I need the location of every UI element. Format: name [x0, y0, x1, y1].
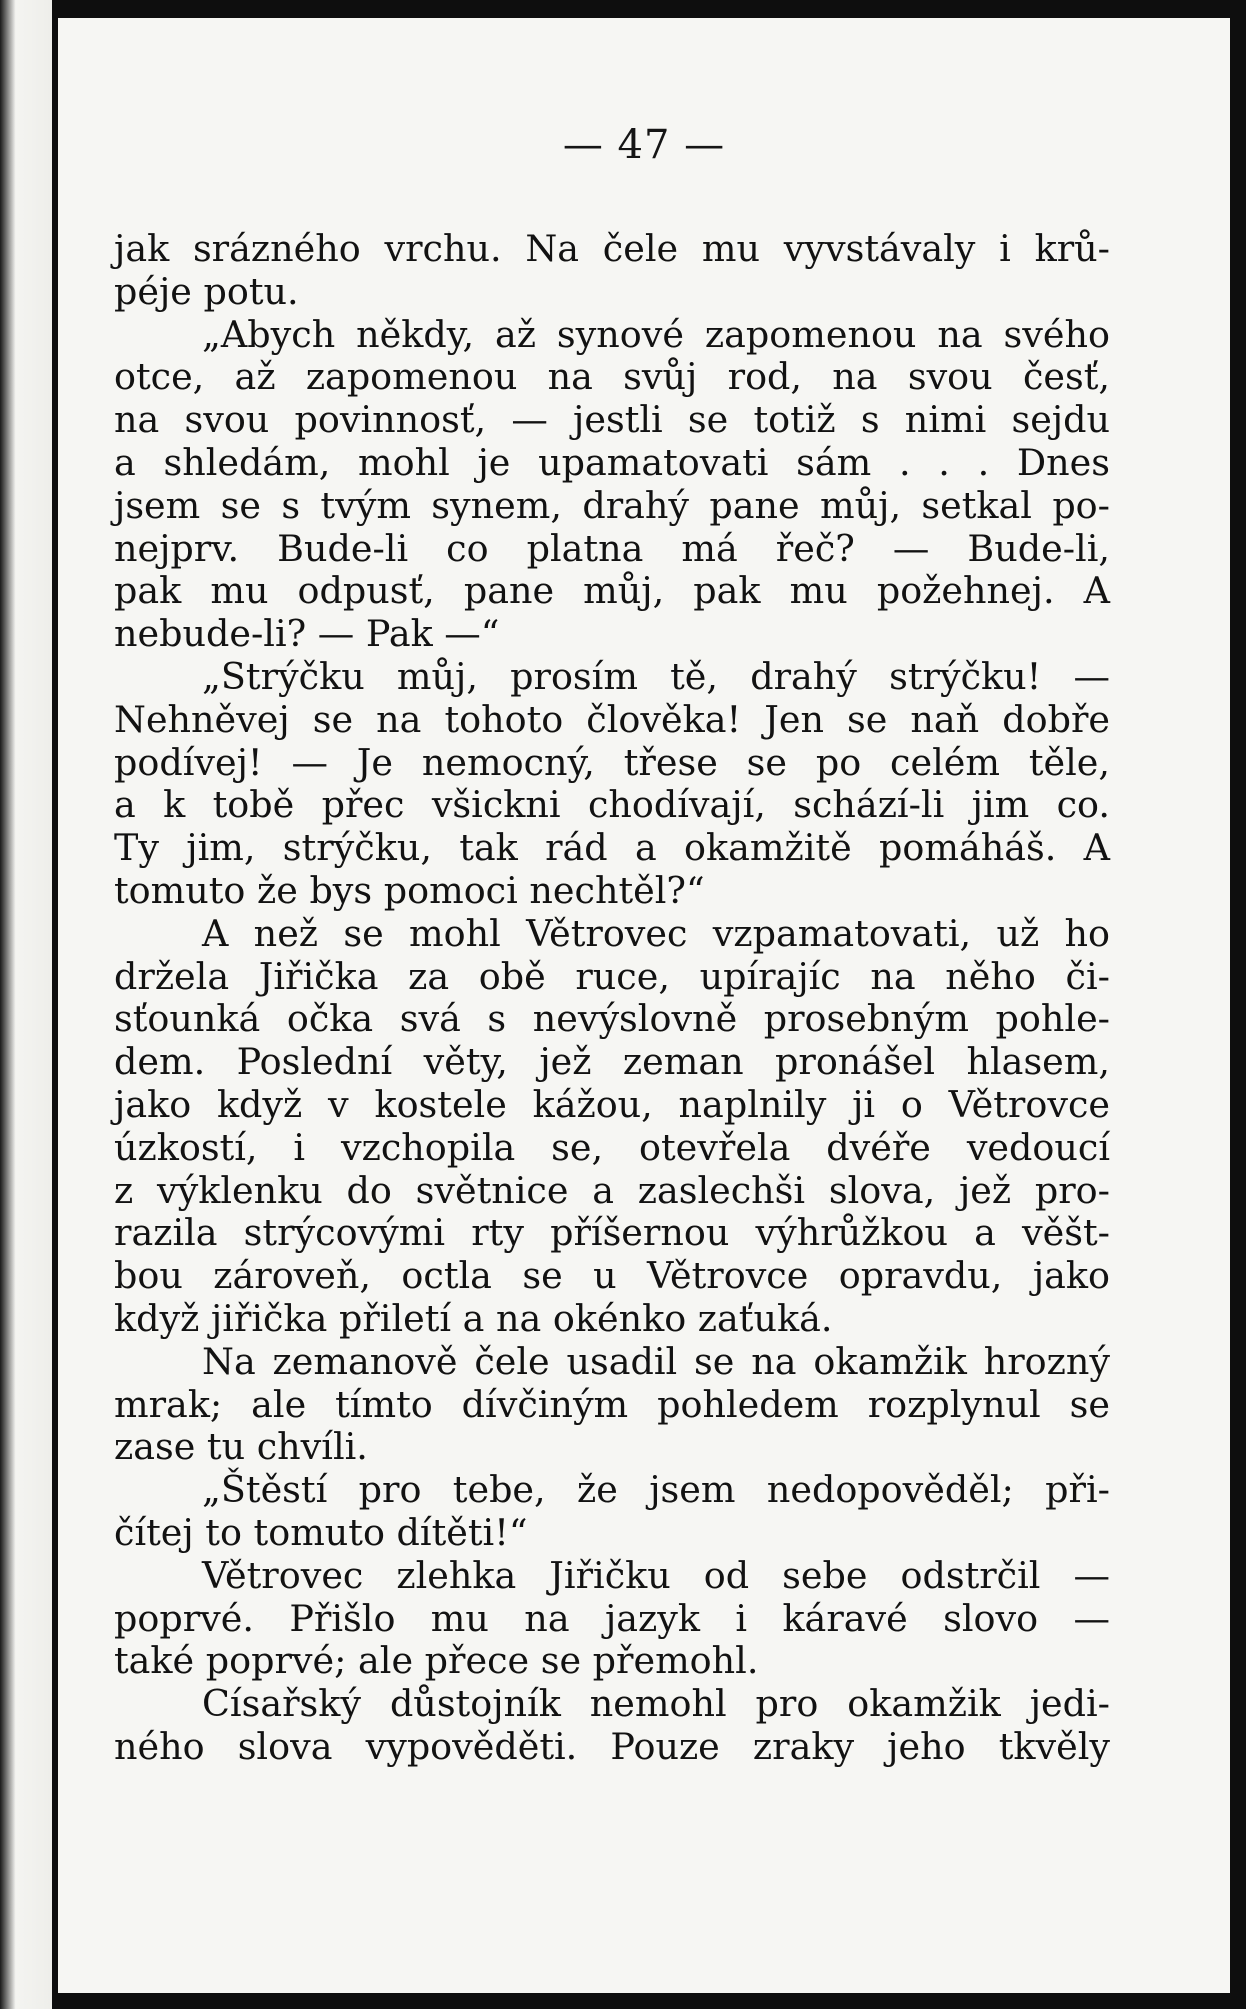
- text-line: úzkostí, i vzchopila se, otevřela dvéře vedoucí: [114, 1125, 1110, 1169]
- text-line: z výklenku do světnice a zaslechši slova, jež pro-: [114, 1168, 1110, 1212]
- text-line: péje potu.: [114, 269, 299, 313]
- text-line: bou zároveň, octla se u Větrovce opravdu, jako: [114, 1254, 1110, 1298]
- text-line: Císařský důstojník nemohl pro okamžik jedi-: [202, 1682, 1110, 1726]
- text-line: na svou povinnosť, — jestli se totiž s nimi sejdu: [114, 398, 1110, 442]
- text-line: a shledám, mohl je upamatovati sám . . . Dnes: [114, 440, 1110, 484]
- page-number: — 47 —: [562, 122, 726, 168]
- text-line: mrak; ale tímto dívčiným pohledem rozplynul se: [114, 1382, 1110, 1426]
- text-line: pak mu odpusť, pane můj, pak mu požehnej. A: [114, 569, 1110, 613]
- book-page: [58, 18, 1230, 1993]
- text-line: jsem se s tvým synem, drahý pane můj, setkal po-: [114, 483, 1110, 527]
- text-line: čítej to tomuto dítěti!“: [114, 1510, 528, 1554]
- text-line: „Abych někdy, až synové zapomenou na svého: [202, 312, 1110, 356]
- text-line: Větrovec zlehka Jiřičku od sebe odstrčil —: [202, 1553, 1110, 1597]
- text-line: jako když v kostele kážou, naplnily ji o Větrovce: [114, 1082, 1110, 1126]
- text-line: podívej! — Je nemocný, třese se po celém těle,: [114, 740, 1110, 784]
- text-line: Na zemanově čele usadil se na okamžik hrozný: [202, 1339, 1110, 1383]
- text-line: také poprvé; ale přece se přemohl.: [114, 1639, 759, 1683]
- adjacent-page-edge: [0, 0, 52, 2009]
- text-line: sťounká očka svá s nevýslovně prosebným pohle-: [114, 997, 1110, 1041]
- text-line: ného slova vypověděti. Pouze zraky jeho tkvěly: [114, 1724, 1110, 1768]
- text-line: razila strýcovými rty příšernou výhrůžkou a věšt-: [114, 1211, 1110, 1255]
- text-line: když jiřička přiletí a na okénko zaťuká.: [114, 1296, 833, 1340]
- text-line: nebude-li? — Pak —“: [114, 612, 500, 656]
- text-line: zase tu chvíli.: [114, 1425, 368, 1469]
- text-line: držela Jiřička za obě ruce, upírajíc na něho či-: [114, 954, 1110, 998]
- text-line: poprvé. Přišlo mu na jazyk i káravé slovo —: [114, 1596, 1110, 1640]
- text-line: Ty jim, strýčku, tak rád a okamžitě pomáháš. A: [114, 826, 1110, 870]
- text-line: „Strýčku můj, prosím tě, drahý strýčku! —: [202, 654, 1110, 698]
- text-line: dem. Poslední věty, jež zeman pronášel hlasem,: [114, 1040, 1110, 1084]
- text-line: otce, až zapomenou na svůj rod, na svou česť,: [114, 355, 1110, 399]
- body-text: [114, 228, 1110, 1769]
- text-line: A než se mohl Větrovec vzpamatovati, už ho: [202, 911, 1110, 955]
- text-line: tomuto že bys pomoci nechtěl?“: [114, 868, 705, 912]
- text-line: nejprv. Bude-li co platna má řeč? — Bude-li,: [114, 526, 1110, 570]
- text-line: jak srázného vrchu. Na čele mu vyvstávaly i krů-: [114, 227, 1110, 270]
- text-line: „Štěstí pro tebe, že jsem nedopověděl; při-: [202, 1468, 1110, 1512]
- text-line: Nehněvej se na tohoto člověka! Jen se naň dobře: [114, 697, 1110, 741]
- text-line: a k tobě přec všickni chodívají, schází-li jim co.: [114, 783, 1110, 827]
